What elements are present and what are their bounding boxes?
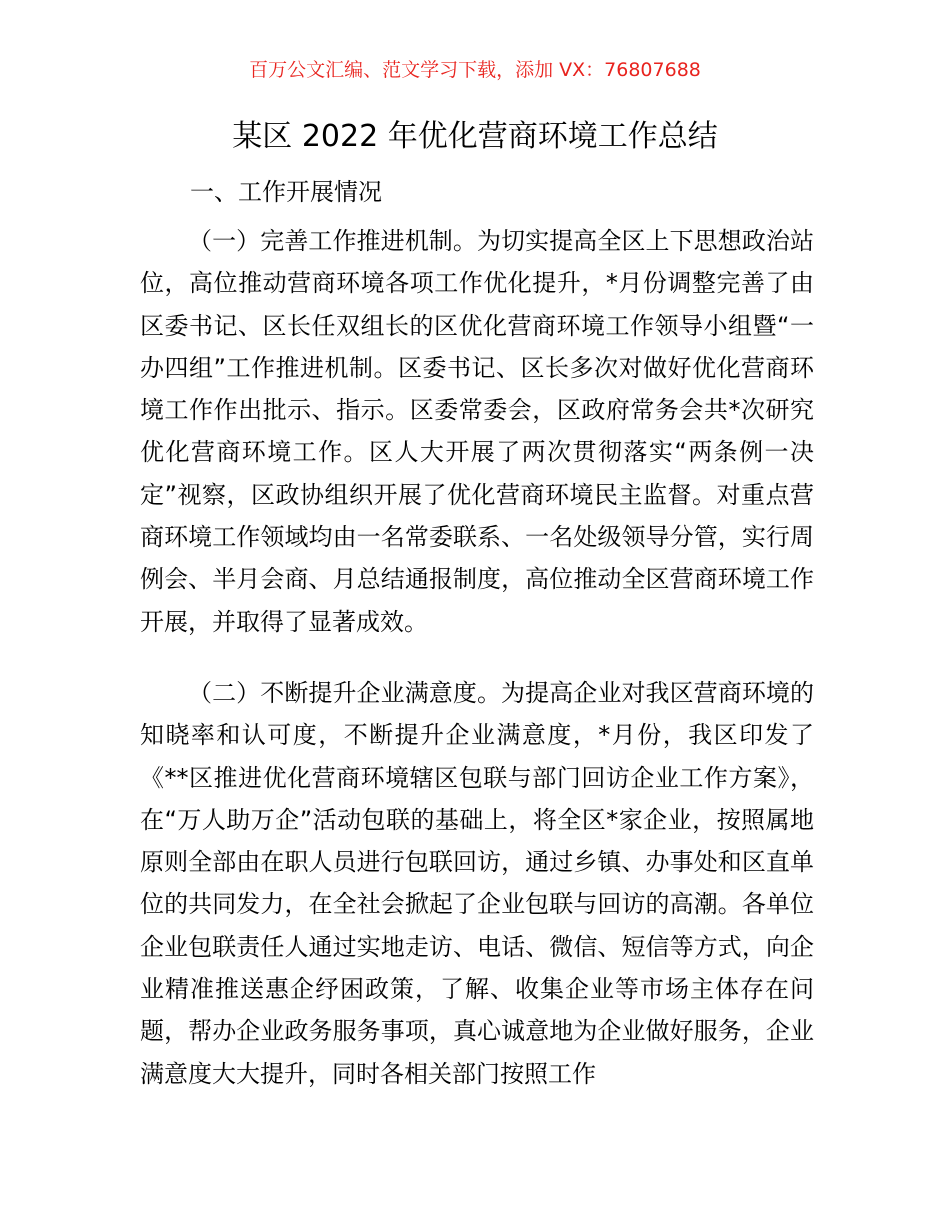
paragraph-mechanism: （一）完善工作推进机制。为切实提高全区上下思想政治站位，高位推动营商环境各项工作优化提升，*月份调整完善了由区委书记、区长任双组长的区优化营商环境工作领导小组暨“一办四组”工作推进机制。区委书记、区长多次对做好优化营商环境工作作出批示、指示。区委常委会，区政府常务会共*次研究优化营商环境工作。区人大开展了两次贯彻落实“两条例一决定”视察，区政协组织开展了优化营商环境民主监督。对重点营商环境工作领域均由一名常委联系、一名处级领导分管，实行周例会、半月会商、月总结通报制度，高位推动全区营商环境工作开展，并取得了显著成效。 bbox=[140, 227, 814, 636]
section-heading: 一、工作开展情况 bbox=[190, 178, 382, 206]
paragraph-satisfaction: （二）不断提升企业满意度。为提高企业对我区营商环境的知晓率和认可度，不断提升企业满意度，*月份，我区印发了《**区推进优化营商环境辖区包联与部门回访企业工作方案》，在“万人助万企”活动包联的基础上，将全区*家企业，按照属地原则全部由在职人员进行包联回访，通过乡镇、办事处和区直单位的共同发力，在全社会掀起了企业包联与回访的高潮。各单位企业包联责任人通过实地走访、电话、微信、短信等方式，向企业精准推送惠企纾困政策，了解、收集企业等市场主体存在问题，帮办企业政务服务事项，真心诚意地为企业做好服务，企业满意度大大提升，同时各相关部门按照工作 bbox=[140, 679, 814, 1088]
watermark-text: 百万公文汇编、范文学习下载，添加 VX：76807688 bbox=[249, 59, 701, 81]
document-title: 某区 2022 年优化营商环境工作总结 bbox=[232, 119, 718, 154]
